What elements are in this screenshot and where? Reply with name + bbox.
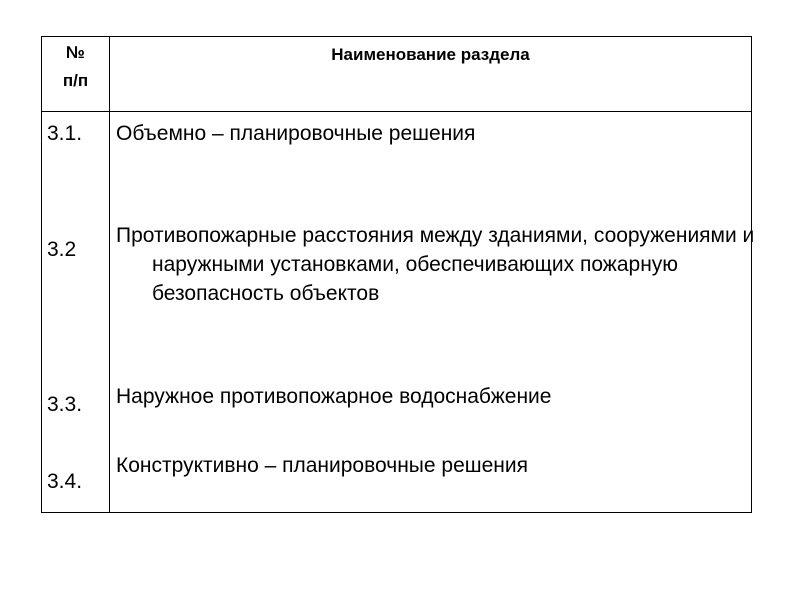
header-number-abbrev: п/п [62,71,89,90]
row-title: Объемно – планировочные решения [116,122,476,145]
header-number-cell [42,39,109,95]
row-title: Наружное противопожарное водоснабжение [116,385,552,408]
header-title-cell: Наименование раздела [331,45,530,64]
row-title: Конструктивно – планировочные решения [116,454,528,477]
row-number: 3.2 [47,238,77,261]
column-divider [109,37,110,512]
row-title: Противопожарные расстояния между зданиями, сооружениями и наружными установками, обеспечивающих пожарную безопасность объектов [116,224,755,305]
sections-table [41,36,755,513]
row-number: 3.3. [47,393,83,416]
row-number: 3.1. [47,122,83,145]
row-number: 3.4. [47,470,83,493]
header-number-symbol: № [66,43,85,62]
header-divider [42,111,751,112]
